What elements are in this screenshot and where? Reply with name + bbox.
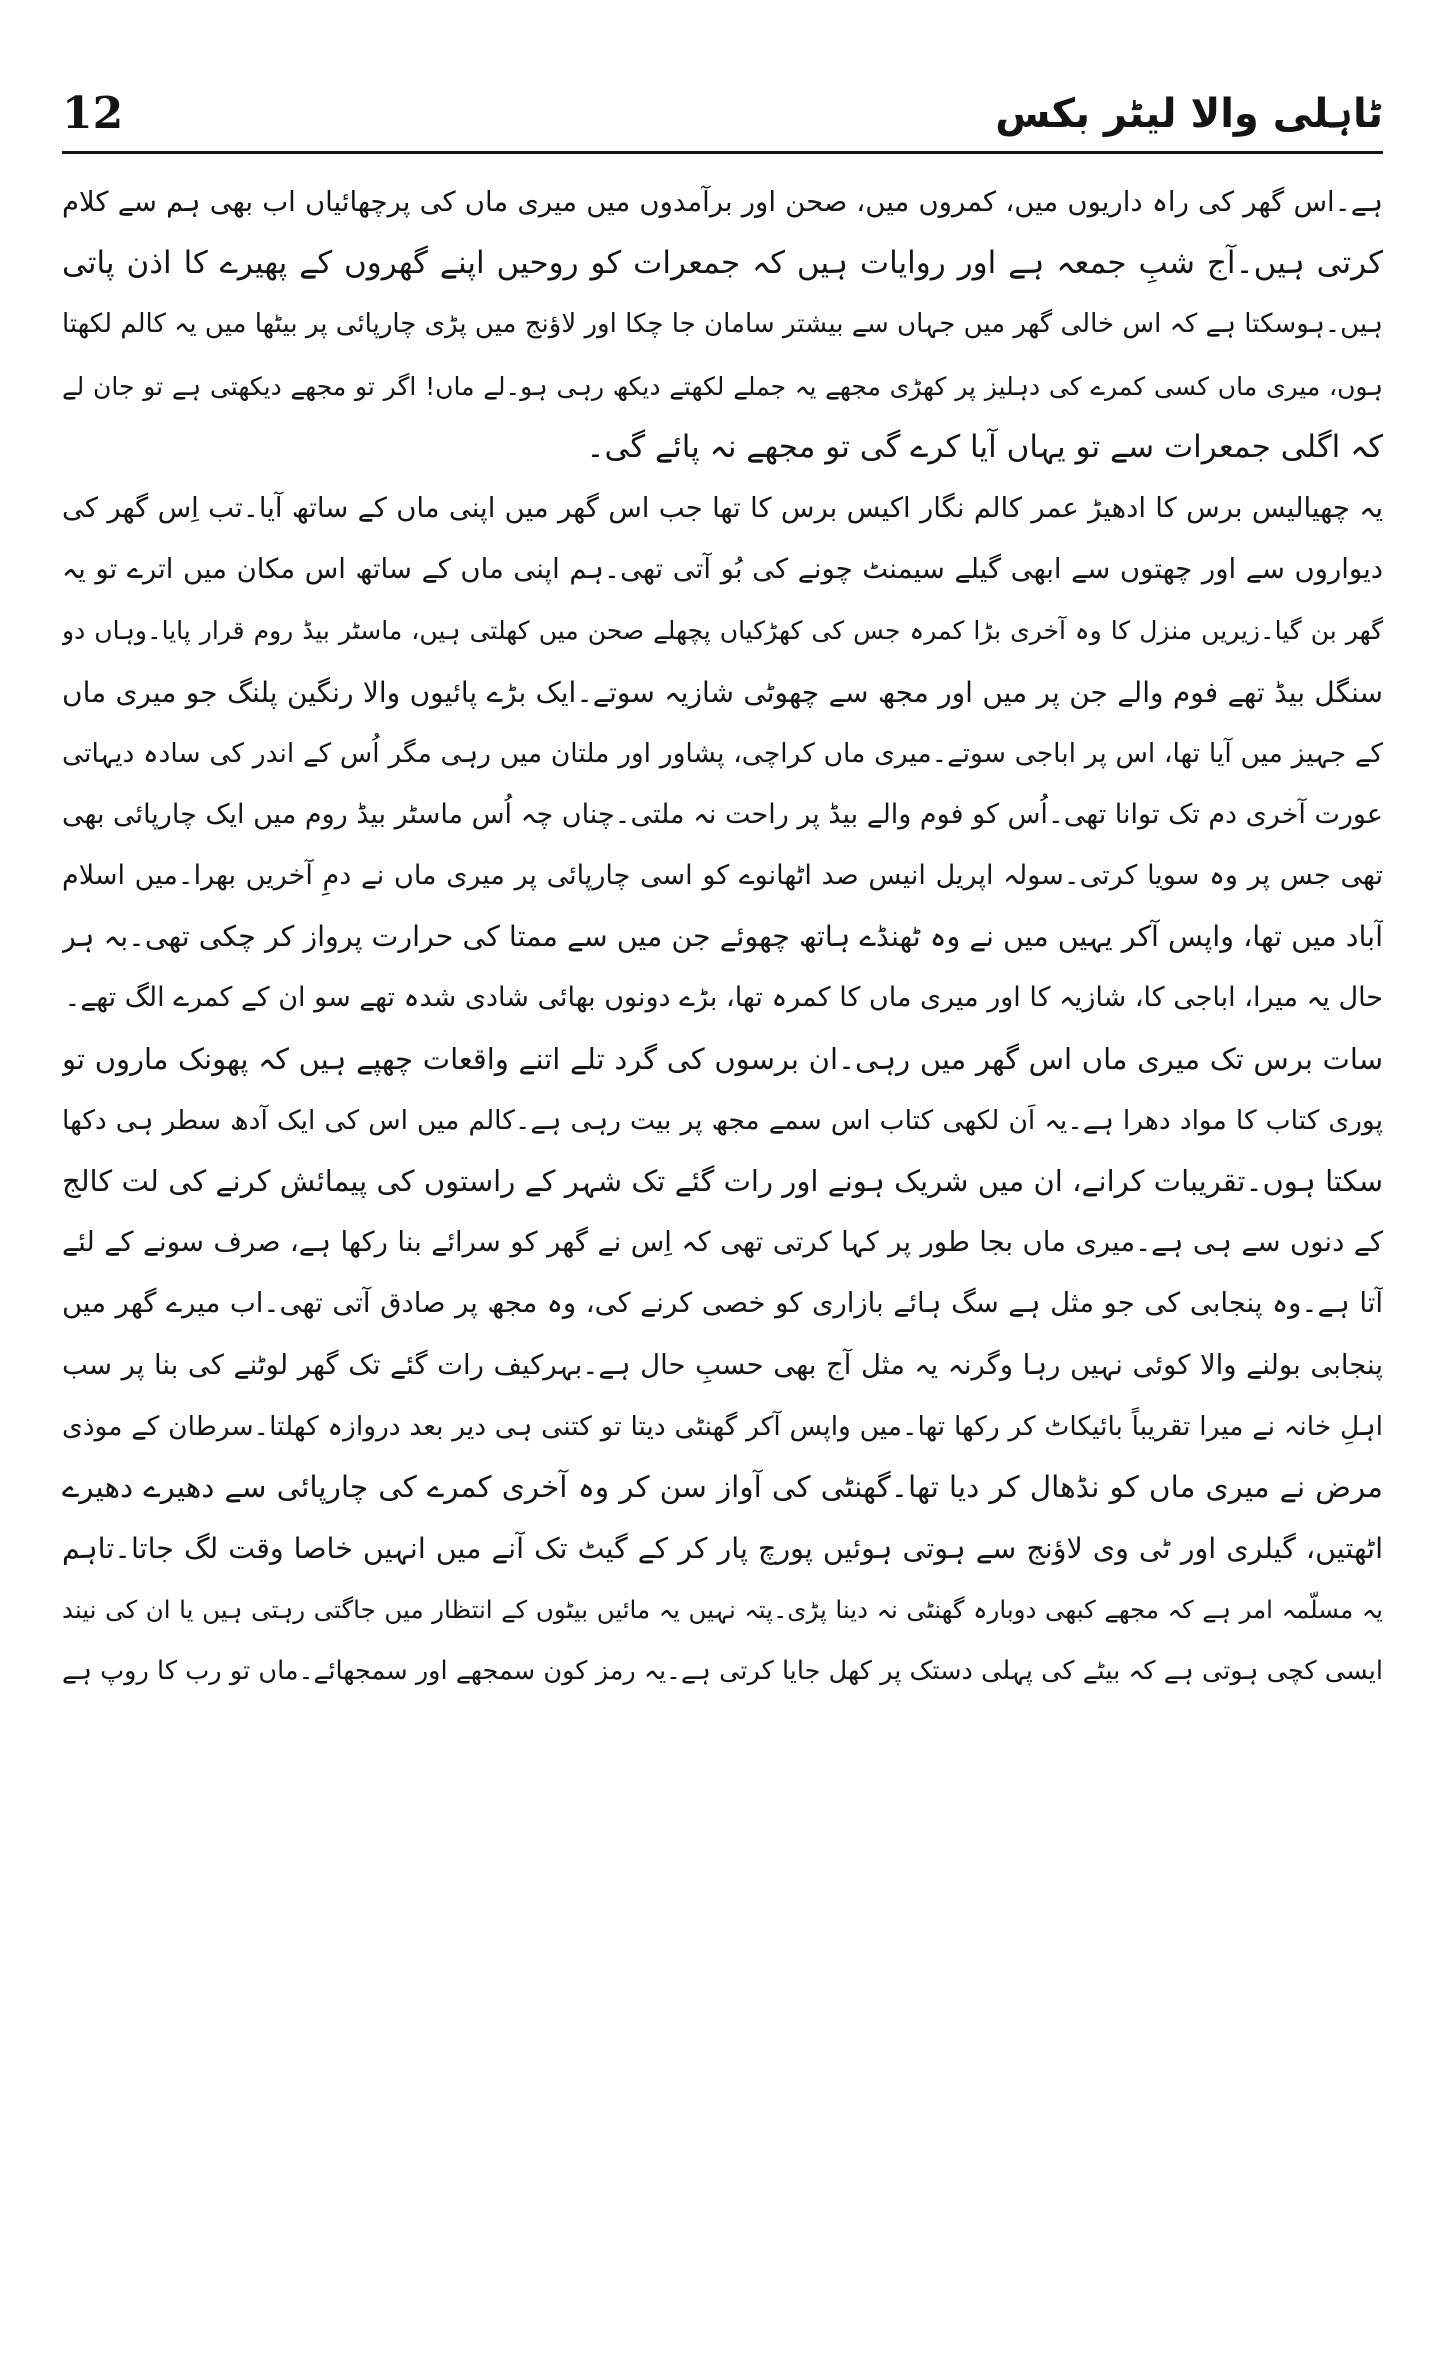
text-line: مرض نے میری ماں کو نڈھال کر دیا تھا۔گھنٹی کی آواز سن کر وہ آخری کمرے کی چارپائی سے دھیرے دھیرے (62, 1469, 1383, 1504)
text-line: ہیں۔ہوسکتا ہے کہ اس خالی گھر میں جہاں سے بیشتر سامان جا چکا اور لاؤنج میں پڑی چارپائی پر بیٹھا میں یہ کالم لکھتا (62, 309, 1383, 340)
paragraph-end-line: کہ اگلی جمعرات سے تو یہاں آیا کرے گی تو مجھے نہ پائے گی۔ (586, 428, 1383, 465)
text-line: یہ چھیالیس برس کا ادھیڑ عمر کالم نگار اکیس برس کا تھا جب اس گھر میں اپنی ماں کے ساتھ آیا۔تب اِس گھر کی (62, 491, 1383, 524)
text-line: کرتی ہیں۔آج شبِ جمعہ ہے اور روایات ہیں کہ جمعرات کو روحیں اپنے گھروں کے پھیرے کا اذن پاتی (62, 245, 1383, 282)
text-line: سکتا ہوں۔تقریبات کرانے، ان میں شریک ہونے اور رات گئے تک شہر کے راستوں کی پیمائش کرنے کی لت کالج (62, 1164, 1383, 1198)
text-line: آتا ہے۔وہ پنجابی کی جو مثل ہے سگ ہائے بازاری کو خصی کرنے کی، وہ مجھ پر صادق آتی تھی۔اب میرے گھر میں (62, 1287, 1383, 1320)
text-line: ہے۔اس گھر کی راہ داریوں میں، کمروں میں، صحن اور برآمدوں میں میری ماں کی پرچھائیاں اب بھی ہم سے کلام (62, 186, 1383, 218)
text-line: عورت آخری دم تک توانا تھی۔اُس کو فوم والے بیڈ پر راحت نہ ملتی۔چناں چہ اُس ماسٹر بیڈ روم میں ایک چارپائی بھی (62, 798, 1383, 830)
text-line: تھی جس پر وہ سویا کرتی۔سولہ اپریل انیس صد اٹھانوے کو اسی چارپائی پر میری ماں نے دمِ آخریں بھرا۔میں اسلام (62, 860, 1383, 892)
text-line: یہ مسلّمہ امر ہے کہ مجھے کبھی دوبارہ گھنٹی نہ دینا پڑی۔پتہ نہیں یہ مائیں بیٹوں کے انتظار میں جاگتی رہتی ہیں یا ان کی نیند (62, 1595, 1383, 1625)
text-line: دیواروں سے اور چھتوں سے ابھی گیلے سیمنٹ چونے کی بُو آتی تھی۔ہم اپنی ماں کے ساتھ اس مکان میں اترے تو یہ (62, 553, 1383, 586)
article-body (62, 172, 1383, 1702)
text-line: پنجابی بولنے والا کوئی نہیں رہا وگرنہ یہ مثل آج بھی حسبِ حال ہے۔بہرکیف رات گئے تک گھر لوٹنے کی بنا پر سب (62, 1348, 1383, 1381)
text-line: پوری کتاب کا مواد دھرا ہے۔یہ اَن لکھی کتاب اس سمے مجھ پر بیت رہی ہے۔کالم میں اس کی ایک آدھ سطر ہی دکھا (62, 1104, 1383, 1136)
text-line: اٹھتیں، گیلری اور ٹی وی لاؤنج سے ہوتی ہوئیں پورچ پار کر کے گیٹ تک آنے میں انہیں خاصا وقت لگ جاتا۔تاہم (62, 1532, 1383, 1566)
text-line: کے دنوں سے ہی ہے۔میری ماں بجا طور پر کہا کرتی تھی کہ اِس نے گھر کو سرائے بنا رکھا ہے، صرف سونے کے لئے (62, 1226, 1383, 1259)
text-line: ایسی کچی ہوتی ہے کہ بیٹے کی پہلی دستک پر کھل جایا کرتی ہے۔یہ رمز کون سمجھے اور سمجھائے۔ماں تو رب کا روپ ہے (62, 1655, 1383, 1686)
running-title: ٹاہلی والا لیٹر بکس (995, 91, 1383, 137)
page-header (62, 84, 1383, 144)
text-line: کے جہیز میں آیا تھا، اس پر اباجی سوتے۔میری ماں کراچی، پشاور اور ملتان میں رہی مگر اُس کے اندر کی سادہ دیہاتی (62, 737, 1383, 769)
text-line: ہوں، میری ماں کسی کمرے کی دہلیز پر کھڑی مجھے یہ جملے لکھتے دیکھ رہی ہو۔لے ماں! اگر تو مجھے دیکھتی ہے تو جان لے (62, 371, 1383, 401)
text-line: سات برس تک میری ماں اس گھر میں رہی۔ان برسوں کی گرد تلے اتنے واقعات چھپے ہیں کہ پھونک ماروں تو (62, 1041, 1383, 1076)
header-rule (62, 151, 1383, 154)
text-line: اہلِ خانہ نے میرا تقریباً بائیکاٹ کر رکھا تھا۔میں واپس آکر گھنٹی دیتا تو کتنی ہی دیر بعد دروازہ کھلتا۔سرطان کے موذی (62, 1410, 1383, 1442)
page-number: 12 (62, 88, 124, 139)
paragraph-end-line: حال یہ میرا، اباجی کا، شازیہ کا اور میری ماں کا کمرہ تھا، بڑے دونوں بھائی شادی شدہ تھے سو ان کے کمرے الگ تھے۔ (64, 982, 1383, 1014)
text-line: سنگل بیڈ تھے فوم والے جن پر میں اور مجھ سے چھوٹی شازیہ سوتے۔ایک بڑے پائیوں والا رنگین پلنگ جو میری ماں (62, 675, 1383, 709)
text-line: گھر بن گیا۔زیریں منزل کا وہ آخری بڑا کمرہ جس کی کھڑکیاں پچھلے صحن میں کھلتی ہیں، ماسٹر بیڈ روم قرار پایا۔وہاں دو (62, 616, 1383, 646)
text-line: آباد میں تھا، واپس آکر یہیں میں نے وہ ٹھنڈے ہاتھ چھوئے جن میں سے ممتا کی حرارت پرواز کر چکی تھی۔بہ ہر (62, 920, 1383, 954)
